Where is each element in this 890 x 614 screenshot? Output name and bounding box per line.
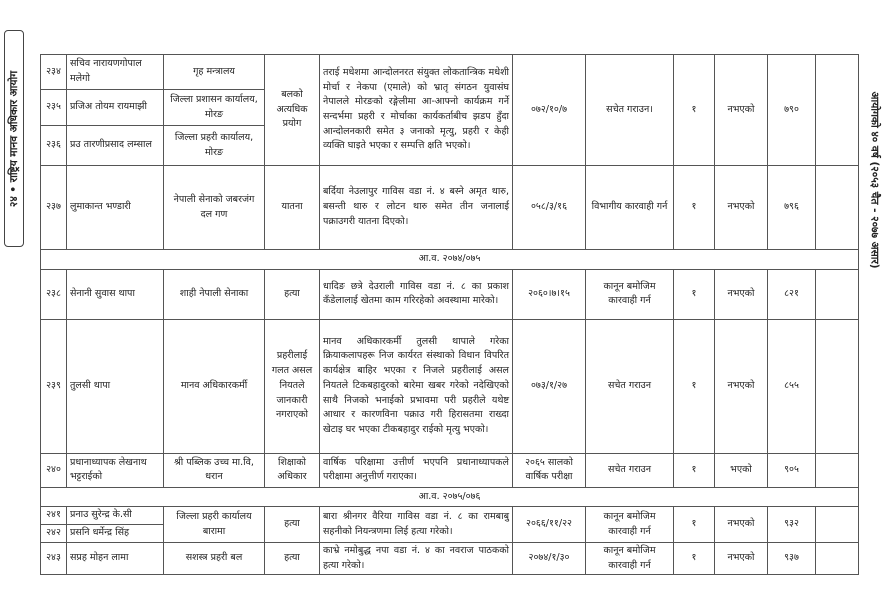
implementation-status: नभएको (715, 507, 768, 542)
serial-number: २३६ (41, 126, 67, 166)
count: १ (674, 507, 715, 542)
count: १ (674, 453, 715, 487)
recommendation: कानून बमोजिम कारवाही गर्न (586, 507, 674, 542)
remarks (816, 166, 859, 250)
remarks (816, 55, 859, 166)
incident-description: मानव अधिकारकर्मी तुलसी थापाले गरेका क्रियाकलापहरू निज कार्यरत संस्थाको विधान विपरित कार्यक्षेत्र बाहिर भएका र निजले प्रहरीलाई असल नियतले टिकबहादुरको बारेमा खबर गरेको नदेखिएको साथै निजको भनाईको प्रभावमा परी प्रहरीले यथेष्ट आधार र कारणविना पक्राउ गरी हिरासतमा राख्दा खेटाइ घर भएका टीकबहादुर राईको मृत्यु भएको। (320, 319, 513, 453)
fiscal-year-row (41, 487, 859, 507)
incident-description: धादिङ छत्रे देउराली गाविस वडा नं. ८ का प्रकाश कँडेलालाई खेतमा काम गरिरहेको अवस्थामा मारेको। (320, 269, 513, 319)
organization: शाही नेपाली सेनाका (164, 269, 265, 319)
recommendation: विभागीय कारवाही गर्न (586, 166, 674, 250)
table-row (41, 269, 859, 319)
decision-date: २०७४/१/३० (513, 542, 586, 574)
reference-number: ९०५ (768, 453, 816, 487)
organization: मानव अधिकारकर्मी (164, 319, 265, 453)
table-row (41, 166, 859, 250)
page-number: २४ (8, 195, 20, 207)
recommendations-table (40, 54, 859, 575)
table-row (41, 319, 859, 453)
implementation-status: नभएको (715, 269, 768, 319)
side-tab: २४ • राष्ट्रिय मानव अधिकार आयोग (4, 30, 24, 247)
count: १ (674, 166, 715, 250)
official-name: लुमाकान्त भण्डारी (67, 166, 164, 250)
implementation-status: नभएको (715, 319, 768, 453)
decision-date: ०५८/३/१६ (513, 166, 586, 250)
incident-description: वार्षिक परिक्षामा उत्तीर्ण भएपनि प्रधानाध्यापकले परीक्षामा अनुत्तीर्ण गराएका। (320, 453, 513, 487)
serial-number: २४३ (41, 542, 67, 574)
serial-number: २३७ (41, 166, 67, 250)
official-name: प्रनाउ सुरेन्द्र के.सी (67, 507, 164, 525)
incident-description: बर्दिया नेउलापुर गाविस वडा नं. ४ बस्ने अमृत थारु, बसन्ती थारु र लोटन थारु समेत तीन जनालाई पक्राउगरी यातना दिएको। (320, 166, 513, 250)
violation-type: शिक्षाको अधिकार (265, 453, 320, 487)
remarks (816, 453, 859, 487)
implementation-status: नभएको (715, 542, 768, 574)
decision-date: ०७२/१०/७ (513, 55, 586, 166)
organization: सशस्त्र प्रहरी बल (164, 542, 265, 574)
reference-number: ९३२ (768, 507, 816, 542)
count: १ (674, 55, 715, 166)
remarks (816, 507, 859, 542)
fiscal-year-heading: आ.व. २०७४/०७५ (41, 250, 859, 270)
serial-number: २३५ (41, 90, 67, 126)
decision-date: ०७३/१/२७ (513, 319, 586, 453)
organization: नेपाली सेनाको जबरजंग दल गण (164, 166, 265, 250)
recommendation: सचेत गराउन (586, 453, 674, 487)
reference-number: ८२१ (768, 269, 816, 319)
running-head-right: आयोगको ४० वर्ष (२०५३ चैत - २०७७ असार) (869, 91, 882, 269)
serial-number: २४२ (41, 525, 67, 543)
violation-type: बलको अत्यधिक प्रयोग (265, 55, 320, 166)
decision-date: २०६६/११/२२ (513, 507, 586, 542)
running-head-left: राष्ट्रिय मानव अधिकार आयोग (8, 70, 20, 182)
serial-number: २४१ (41, 507, 67, 525)
official-name: सचिव नारायणगोपाल मलेगो (67, 55, 164, 90)
recommendation: कानून बमोजिम कारवाही गर्न (586, 269, 674, 319)
serial-number: २४० (41, 453, 67, 487)
decision-date: २०६०।७।१५ (513, 269, 586, 319)
fiscal-year-row (41, 250, 859, 270)
official-name: प्रसनि धर्मेन्द्र सिंह (67, 525, 164, 543)
decision-date: २०६५ सालको वार्षिक परीक्षा (513, 453, 586, 487)
table-row (41, 55, 859, 90)
count: १ (674, 319, 715, 453)
reference-number: ७९६ (768, 166, 816, 250)
official-name: तुलसी थापा (67, 319, 164, 453)
official-name: प्रजिअ तोयम रायमाझी (67, 90, 164, 126)
fiscal-year-heading: आ.व. २०७५/०७६ (41, 487, 859, 507)
organization: गृह मन्त्रालय (164, 55, 265, 90)
recommendation: कानून बमोजिम कारवाही गर्न (586, 542, 674, 574)
official-name: प्रधानाध्यापक लेखनाथ भट्टराईको (67, 453, 164, 487)
table-row (41, 507, 859, 525)
table-row (41, 542, 859, 574)
violation-type: हत्या (265, 507, 320, 542)
incident-description: काभ्रे नमोबुद्ध नपा वडा नं. ४ का नवराज पाठकको हत्या गरेको। (320, 542, 513, 574)
organization: जिल्ला प्रशासन कार्यालय, मोरङ (164, 90, 265, 126)
incident-description: तराई मधेशमा आन्दोलनरत संयुक्त लोकतान्त्रिक मधेशी मोर्चा र नेकपा (एमाले) को भ्रातृ संगठन युवासंघ नेपालले मोरङको रङ्गेलीमा आ-आफ्नो कार्यक्रम गर्ने सन्दर्भमा प्रहरी र मोर्चाका कार्यकर्ताबीच झडप हुँदा आन्दोलनकारी समेत ३ जनाको मृत्यु, प्रहरी र केही व्यक्ति घाइते भएका र सम्पत्ति क्षति भएको। (320, 55, 513, 166)
official-name: प्रउ तारणीप्रसाद लम्साल (67, 126, 164, 166)
organization: श्री पब्लिक उच्च मा.वि, धरान (164, 453, 265, 487)
serial-number: २३८ (41, 269, 67, 319)
reference-number: ७९० (768, 55, 816, 166)
violation-type: यातना (265, 166, 320, 250)
incident-description: बारा श्रीनगर वैरिया गाविस वडा नं. ८ का रामबाबु सहनीको नियन्त्रणमा लिई हत्या गरेको। (320, 507, 513, 542)
recommendation: सचेत गराउन। (586, 55, 674, 166)
remarks (816, 319, 859, 453)
serial-number: २३९ (41, 319, 67, 453)
serial-number: २३४ (41, 55, 67, 90)
reference-number: ९३७ (768, 542, 816, 574)
count: १ (674, 269, 715, 319)
remarks (816, 542, 859, 574)
violation-type: हत्या (265, 542, 320, 574)
organization: जिल्ला प्रहरी कार्यालय, मोरङ (164, 126, 265, 166)
violation-type: हत्या (265, 269, 320, 319)
reference-number: ८५५ (768, 319, 816, 453)
remarks (816, 269, 859, 319)
violation-type: प्रहरीलाई गलत असल नियतले जानकारी नगराएको (265, 319, 320, 453)
implementation-status: नभएको (715, 55, 768, 166)
official-name: सप्रह मोहन लामा (67, 542, 164, 574)
table-row (41, 453, 859, 487)
right-running-head (866, 50, 884, 310)
official-name: सेनानी सुवास थापा (67, 269, 164, 319)
recommendation: सचेत गराउन (586, 319, 674, 453)
organization: जिल्ला प्रहरी कार्यालय बारामा (164, 507, 265, 542)
count: १ (674, 542, 715, 574)
implementation-status: नभएको (715, 166, 768, 250)
implementation-status: भएको (715, 453, 768, 487)
